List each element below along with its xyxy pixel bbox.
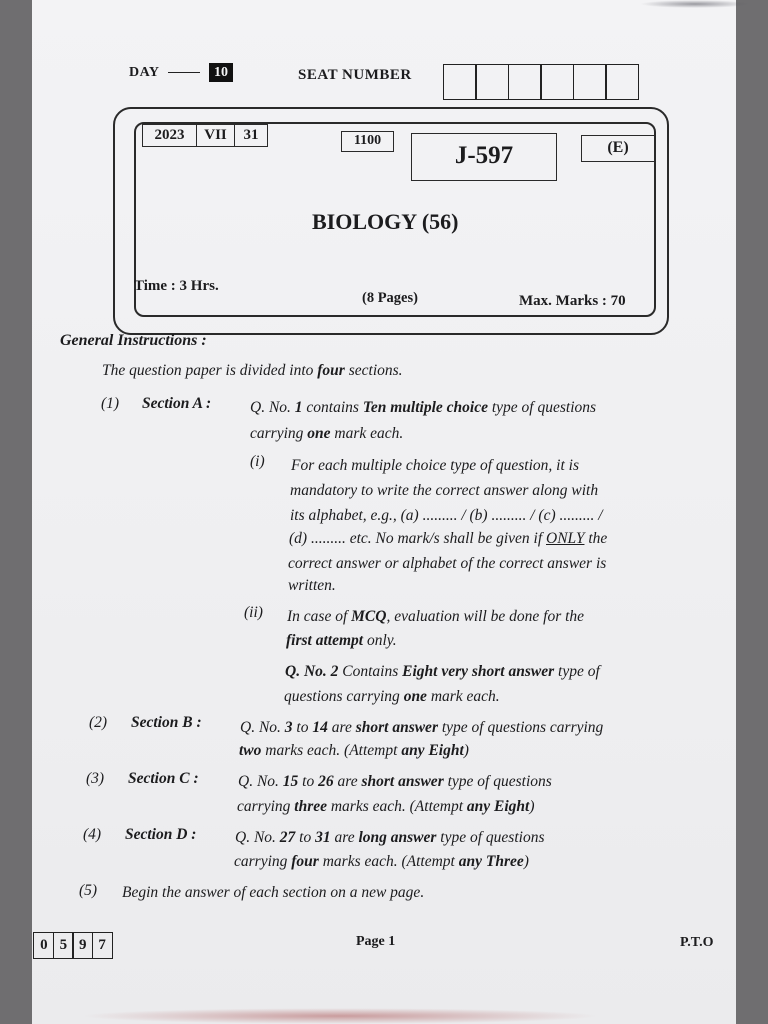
text-run: Ten multiple choice <box>362 399 488 416</box>
subject-title: BIOLOGY (56) <box>312 209 459 234</box>
text-run: Q. No. <box>250 399 295 416</box>
sub-item-number: (i) <box>250 453 265 470</box>
text-run: to <box>298 773 319 790</box>
code-digit: 5 <box>53 932 74 959</box>
instructions-heading: General Instructions : <box>60 332 207 349</box>
text-run: carrying <box>234 853 292 870</box>
page-count: (8 Pages) <box>362 290 418 306</box>
text-run: questions carrying <box>284 688 404 705</box>
section-d-label: Section D : <box>125 826 197 843</box>
text-run: carrying <box>250 425 308 442</box>
text-run: marks each. (Attempt <box>261 742 402 759</box>
section-a-label: Section A : <box>142 395 212 412</box>
section-a-line2 <box>250 425 403 443</box>
text-run: Contains <box>338 663 403 680</box>
seat-digit-box <box>508 64 542 100</box>
text-run: Q. No. <box>240 719 285 736</box>
page-number: Page 1 <box>356 934 396 949</box>
text-run: type of questions <box>436 829 545 846</box>
item-number: (4) <box>83 826 102 843</box>
text-run: the <box>584 530 608 547</box>
q2-line1 <box>285 663 600 681</box>
code-digit: 9 <box>72 932 93 959</box>
section-c-line2 <box>237 798 535 816</box>
text-run: short answer <box>361 773 444 790</box>
sub-i-line5: correct answer or alphabet of the correct answer is <box>288 555 607 572</box>
sub-ii-line1 <box>287 608 584 626</box>
paper-code-boxes <box>35 932 113 959</box>
text-run: type of questions <box>487 399 597 416</box>
text-run: 14 <box>312 719 328 736</box>
text-run: ) <box>523 853 529 870</box>
time-code: 1100 <box>341 131 394 152</box>
text-run: ) <box>463 742 469 759</box>
text-run: ONLY <box>546 530 585 547</box>
text-run: carrying <box>237 798 295 815</box>
sub-i-line6: written. <box>288 577 336 594</box>
sub-i-line4 <box>289 530 607 548</box>
section-d-line2 <box>234 853 529 871</box>
text-run: type of questions carrying <box>437 719 604 736</box>
exam-month: VII <box>196 124 235 147</box>
seat-digit-box <box>475 64 509 100</box>
text-run: to <box>292 719 313 736</box>
text-run: contains <box>302 399 363 416</box>
text-run: are <box>330 829 359 846</box>
text-run: 27 <box>279 829 296 846</box>
text-run: In case of <box>287 608 352 625</box>
seat-digit-box <box>573 64 607 100</box>
section-d-line1 <box>235 829 544 847</box>
text-run: 3 <box>284 719 293 736</box>
section-b-line1 <box>240 719 603 737</box>
medium: (E) <box>581 135 655 162</box>
seat-digit-box <box>540 64 574 100</box>
max-marks: Max. Marks : 70 <box>519 293 626 309</box>
text-run: mark each. <box>330 425 404 442</box>
section-c-label: Section C : <box>128 770 199 787</box>
day-dash <box>168 72 200 73</box>
text-run: Q. No. <box>235 829 280 846</box>
section-b-label: Section B : <box>131 714 202 731</box>
text-run: MCQ <box>351 608 387 625</box>
text-run: , evaluation will be done for the <box>386 608 585 625</box>
text-run: ) <box>529 798 535 815</box>
exam-year: 2023 <box>142 124 197 147</box>
text-run: to <box>295 829 316 846</box>
item-number: (2) <box>89 714 108 731</box>
sub-item-number: (ii) <box>244 604 263 621</box>
text-run: Q. No. 2 <box>285 663 339 680</box>
text-run: type of <box>554 663 600 680</box>
section-a-line1 <box>250 399 596 417</box>
sub-ii-line2 <box>286 632 397 650</box>
text-run: one <box>307 425 331 442</box>
finger-shadow <box>640 0 750 8</box>
seat-digit-box <box>443 64 477 100</box>
section-c-line1 <box>238 773 552 791</box>
bottom-shadow <box>80 1008 600 1024</box>
item-number: (1) <box>101 395 120 412</box>
instructions-intro <box>102 362 403 380</box>
text-run: (d) ......... etc. No mark/s shall be given if <box>289 530 546 547</box>
code-digit: 0 <box>33 932 54 959</box>
text-run: any Three <box>458 853 524 870</box>
sub-i-line3: its alphabet, e.g., (a) ......... / (b) ......... / (c) ......... / <box>290 507 603 524</box>
text-run: are <box>333 773 362 790</box>
text-run: one <box>403 688 427 705</box>
code-digit: 7 <box>92 932 113 959</box>
q2-line2 <box>284 688 500 706</box>
paper-code: J-597 <box>411 133 557 181</box>
item-number: (3) <box>86 770 105 787</box>
text-run: only. <box>363 632 397 649</box>
text-run: marks each. (Attempt <box>326 798 467 815</box>
pto-label: P.T.O <box>680 935 714 950</box>
seat-number-boxes <box>444 64 639 100</box>
text-run: Q. No. <box>238 773 283 790</box>
text-run: The question paper is divided into <box>102 362 318 379</box>
text-run: 15 <box>282 773 299 790</box>
text-run: three <box>294 798 327 815</box>
item-number: (5) <box>79 882 98 899</box>
exam-date: 31 <box>234 124 268 147</box>
item5-text: Begin the answer of each section on a new page. <box>122 884 425 901</box>
text-run: two <box>239 742 262 759</box>
text-run: Eight very short answer <box>402 663 555 680</box>
exam-duration: Time : 3 Hrs. <box>134 278 219 294</box>
text-run: four <box>291 853 319 870</box>
text-run: any Eight <box>466 798 530 815</box>
text-run: type of questions <box>443 773 552 790</box>
sub-i-line1: For each multiple choice type of question, it is <box>291 457 579 474</box>
text-run: are <box>327 719 356 736</box>
section-b-line2 <box>239 742 469 760</box>
text-run: four <box>317 362 345 379</box>
day-label: DAY <box>129 65 160 80</box>
text-run: 26 <box>318 773 334 790</box>
text-run: short answer <box>355 719 438 736</box>
text-run: marks each. (Attempt <box>318 853 459 870</box>
sub-i-line2: mandatory to write the correct answer along with <box>290 482 599 499</box>
text-run: any Eight <box>401 742 464 759</box>
text-run: sections. <box>344 362 403 379</box>
text-run: long answer <box>358 829 437 846</box>
text-run: first attempt <box>286 632 364 649</box>
text-run: 31 <box>315 829 331 846</box>
text-run: mark each. <box>426 688 500 705</box>
seat-number-label: SEAT NUMBER <box>298 67 412 83</box>
text-run: 1 <box>294 399 303 416</box>
day-value: 10 <box>209 63 233 82</box>
seat-digit-box <box>605 64 639 100</box>
